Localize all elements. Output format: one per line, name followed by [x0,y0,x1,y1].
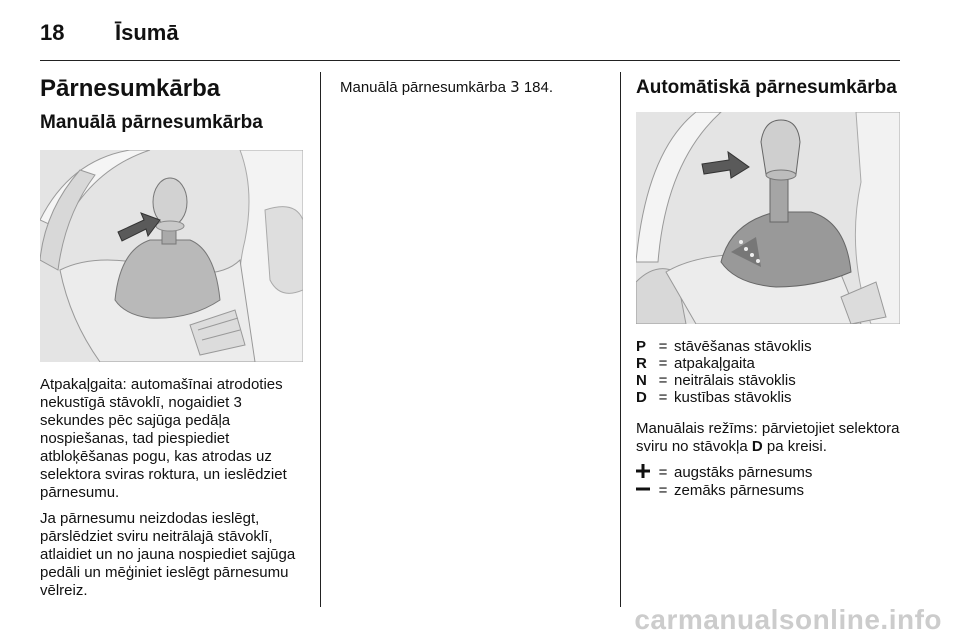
legend-row: R = atpakaļgaita [636,355,755,372]
watermark: carmanualsonline.info [634,604,942,635]
column-divider-2 [620,72,621,607]
minus-icon [636,482,650,496]
manual-mode-legend [636,464,812,500]
column-3 [636,72,902,500]
section-title: Pārnesumkārba [40,75,221,102]
manual-gearbox-illustration [40,150,303,362]
header-divider [40,60,900,61]
manual-gearbox-reference [340,72,610,97]
gear-positions-legend [636,338,812,406]
manual-mode-text: Manuālais režīms: pārvietojiet selektora sviru no stāvokļa D pa kreisi. [636,420,900,455]
legend-row: = augstāks pārnesums [636,464,812,482]
column-1 [40,72,305,600]
legend-row: = zemāks pārnesums [636,482,812,500]
reference-page: 184. [519,79,554,96]
column-2 [340,72,610,97]
page-number: 18 [40,20,65,45]
reference-text: Manuālā pārnesumkārba [340,79,511,96]
plus-icon [636,464,650,478]
column-divider-1 [320,72,321,607]
automatic-gearbox-heading: Automātiskā pārnesumkārba [636,77,897,98]
automatic-gearbox-illustration [636,112,900,324]
gear-retry-text: Ja pārnesumu neizdodas ieslēgt, pārslēdziet sviru neitrālajā stāvoklī, atlaidiet un no jauna nospiediet sajūga pedāli un mēģiniet ieslēgt pārnesumu vēlreiz. [40,510,296,599]
reference-arrow-icon: 3 [510,78,520,96]
reverse-gear-text: Atpakaļgaita: automašīnai atrodoties nekustīgā stāvoklī, nogaidiet 3 sekundes pēc sajūga pedāļa nospiešanas, tad piespiediet atbloķēšanas pogu, kas atrodas uz selektora sviras roktura, un ieslēdziet pārnesumu. [40,376,287,501]
legend-row: N = neitrālais stāvoklis [636,372,796,389]
legend-row: D = kustības stāvoklis [636,389,792,406]
manual-gearbox-heading: Manuālā pārnesumkārba [40,112,263,133]
legend-row: P = stāvēšanas stāvoklis [636,338,812,355]
chapter-title: Īsumā [115,20,179,45]
page-header [40,18,900,62]
